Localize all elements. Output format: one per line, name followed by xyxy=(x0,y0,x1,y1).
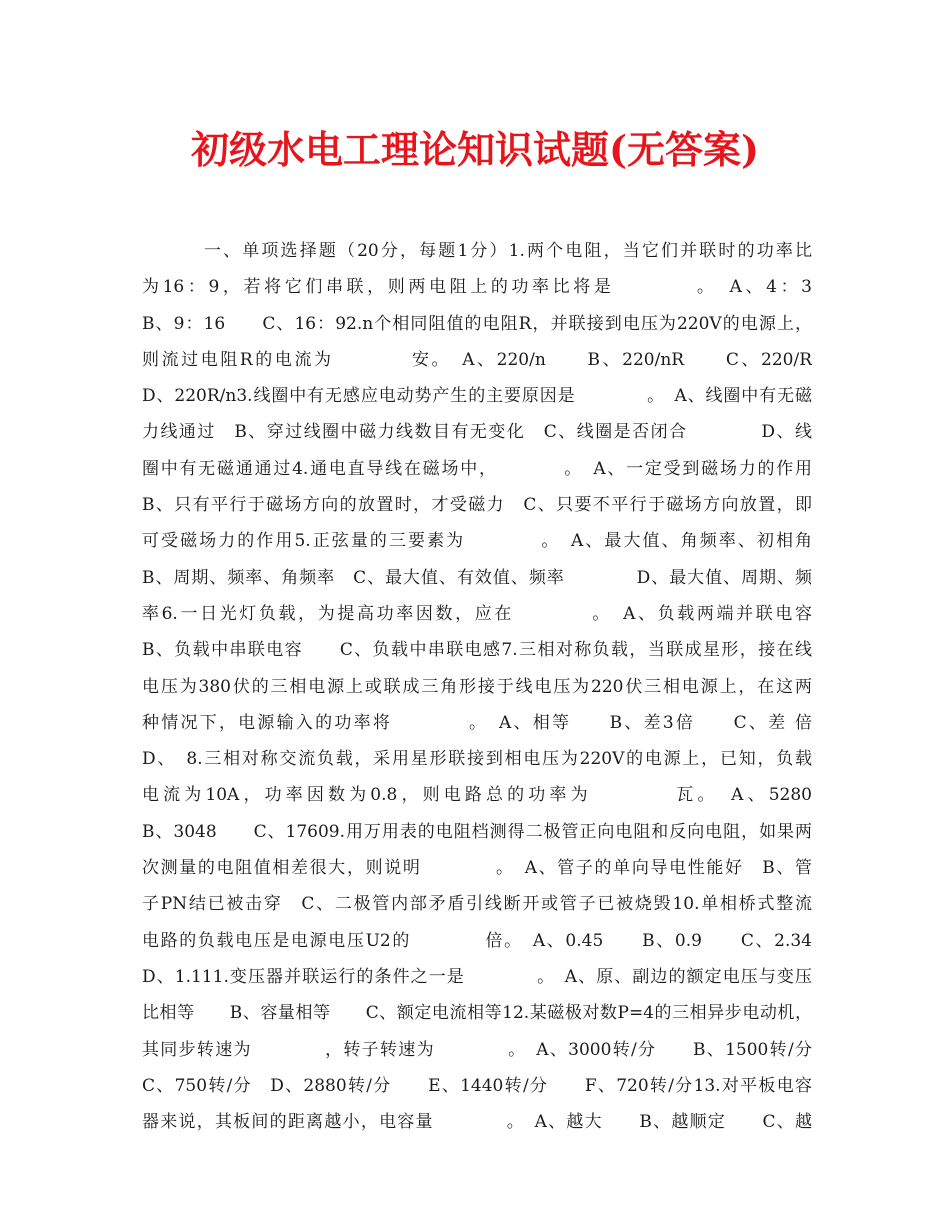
body-line: C、750转/分 D、2880转/分 E、1440转/分 F、720转/分13.对平板电容 xyxy=(142,1075,812,1096)
body-line: 圈中有无磁通通过4.通电直导线在磁场中， 。 A、一定受到磁场力的作用 xyxy=(142,458,812,479)
body-line: 力线通过 B、穿过线圈中磁力线数目有无变化 C、线圈是否闭合 D、线 xyxy=(142,422,812,443)
body-line: 器来说，其板间的距离越小，电容量 。 A、越大 B、越顺定 C、越 xyxy=(142,1112,812,1133)
body-line: 则流过电阻R的电流为 安。 A、220/n B、220/nR C、220/R xyxy=(142,349,812,370)
body-line: 次测量的电阻值相差很大，则说明 。 A、管子的单向导电性能好 B、管 xyxy=(142,858,812,879)
body-line: B、周期、频率、角频率 C、最大值、有效值、频率 D、最大值、周期、频 xyxy=(142,567,812,588)
body-line: 一、单项选择题（20分，每题1分）1.两个电阻，当它们并联时的功率比 xyxy=(204,241,812,261)
body-line: D、220R/n3.线圈中有无感应电动势产生的主要原因是 。 A、线圈中有无磁 xyxy=(142,386,812,407)
body-line: 电路的负载电压是电源电压U2的 倍。 A、0.45 B、0.9 C、2.34 xyxy=(142,930,812,951)
body-line: 电流为10A，功率因数为0.8，则电路总的功率为 瓦。 A、5280 xyxy=(142,785,812,806)
body-line: B、负载中串联电容 C、负载中串联电感7.三相对称负载，当联成星形，接在线 xyxy=(142,640,812,661)
body-line: 子PN结已被击穿 C、二极管内部矛盾引线断开或管子已被烧毁10.单相桥式整流 xyxy=(142,894,812,915)
body-line: 为16：9，若将它们串联，则两电阻上的功率比将是 。 A、4：3 xyxy=(142,277,812,298)
body-line: D、1.111.变压器并联运行的条件之一是 。 A、原、副边的额定电压与变压 xyxy=(142,966,812,987)
body-line: B、只有平行于磁场方向的放置时，才受磁力 C、只要不平行于磁场方向放置，即 xyxy=(142,495,812,516)
body-line: 电压为380伏的三相电源上或联成三角形接于线电压为220伏三相电源上，在这两 xyxy=(142,676,812,697)
body-line: B、3048 C、17609.用万用表的电阻档测得二极管正向电阻和反向电阻，如果两 xyxy=(142,821,812,842)
body-line: B、9：16 C、16：92.n个相同阻值的电阻R，并联接到电压为220V的电源上， xyxy=(142,313,812,334)
body-line: 比相等 B、容量相等 C、额定电流相等12.某磁极对数P=4的三相异步电动机， xyxy=(142,1003,812,1024)
body-line: 可受磁场力的作用5.正弦量的三要素为 。 A、最大值、角频率、初相角 xyxy=(142,531,812,552)
body-line: 率6.一日光灯负载，为提高功率因数，应在 。 A、负载两端并联电容 xyxy=(142,603,812,624)
document-title: 初级水电工理论知识试题(无答案) xyxy=(191,127,759,172)
body-line: D、 8.三相对称交流负载，采用星形联接到相电压为220V的电源上，已知，负载 xyxy=(142,749,812,770)
body-line: 其同步转速为 ，转子转速为 。 A、3000转/分 B、1500转/分 xyxy=(142,1039,812,1060)
document-body xyxy=(142,233,812,1140)
body-line: 种情况下，电源输入的功率将 。 A、相等 B、差3倍 C、差 倍 xyxy=(142,712,812,733)
